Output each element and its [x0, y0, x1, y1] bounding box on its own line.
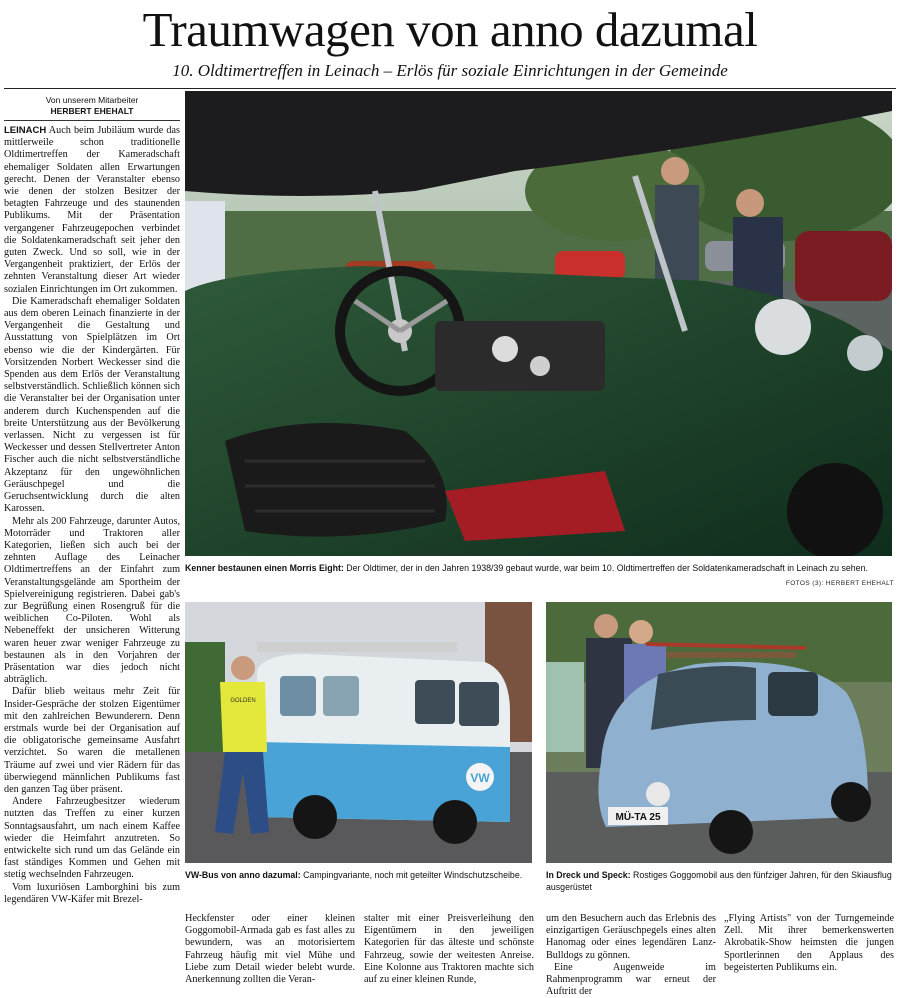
caption-lead: Kenner bestaunen einen Morris Eight:	[185, 563, 344, 573]
photo-credit: FOTOS (3): HERBERT EHEHALT	[785, 580, 894, 587]
goggo-plate: MÜ-TA 25	[615, 812, 661, 823]
paragraph-text: Auch beim Jubiläum wurde das mittlerweile schon traditionelle Oldtimertreffen der Kameradschaft ehemaliger Soldaten allen Erwartungen gerecht. Denen der Veranstalter ebenso wie denen der stolzen Besitzer der betagten Fahrzeuge und des staunenden Publikums. Mit der Präsentation vergangener Fahrzeugepochen verbindet die Soldatenkameradschaft seit jeher den guten Zweck. Und so soll, wie in der Vergangenheit praktiziert, der Erlös der zehnten Veranstaltung dieser Art wieder sozialen Einrichtungen im Ort zukommen.	[4, 125, 180, 295]
caption-main	[185, 563, 892, 575]
caption-vw	[185, 870, 532, 882]
article-column-1	[4, 125, 180, 998]
paragraph: Die Kameradschaft ehemaliger Soldaten aus dem oberen Leinach finanzierte in der Vergangenheit die Gestaltung und Ausstattung von Spielplätzen im Ort ebenso wie die der Kindergärten. Für Vorsitzenden Norbert Weckesser sind die Spenden aus dem Erlös der Veranstaltung selbstverständlich. Schließlich können sich die Veranstalter bei der Organisation unter anderem durch Kuchenspenden auf die breite Unterstützung aus der Bevölkerung verlassen. Nicht zu vergessen ist für Weckesser und dessen Stellvertreter Anton Fischer auch die nicht selbstverständliche Akzeptanz für den ungewöhnlichen Geräuschpegel und die Geruchsentwicklung durch die alten Karossen.	[4, 295, 180, 515]
article-column-5	[724, 913, 894, 998]
article-column-3	[364, 913, 534, 998]
dateline: LEINACH	[4, 125, 47, 136]
headline-rule	[4, 88, 896, 89]
caption-text: Der Oldtimer, der in den Jahren 1938/39 gebaut wurde, war beim 10. Oldtimertreffen der Soldatenkameradschaft in Leinach zu sehen.	[343, 563, 868, 573]
paragraph: Mehr als 200 Fahrzeuge, darunter Autos, Motorräder und Traktoren aller Kategorien, ließen sich auch bei der zehnten Auflage des Leinacher Oldtimertreffens an der Einfahrt zum Veranstaltungsgelände am Sportheim der Spielvereinigung registrieren. Dabei gab's zur Begrüßung einen Rosengruß für die weiblichen Co-Piloten. Wohl als Nebeneffekt der unsicheren Witterung waren heuer zwar weniger Fahrzeuge zu bestaunen als in den Vorjahren der Präsentation war dies jedoch nicht abträglich.	[4, 515, 180, 686]
photo-goggomobil	[546, 602, 892, 863]
headline: Traumwagen von anno dazumal	[142, 2, 758, 57]
morris-eight-illustration	[185, 91, 892, 556]
caption-text: Campingvariante, noch mit geteilter Windschutzscheibe.	[300, 870, 523, 880]
article-column-4	[546, 913, 716, 998]
paragraph: Vom luxuriösen Lamborghini bis zum legendären VW-Käfer mit Brezel-	[4, 881, 180, 905]
article-column-2	[185, 913, 355, 998]
byline	[4, 95, 180, 117]
caption-lead: In Dreck und Speck:	[546, 870, 631, 880]
paragraph: stalter mit einer Preisverleihung den Eigentümern in den jeweiligen Kategorien für das älteste und schönste Fahrzeug, sowie der weitesten Anreise. Eine Kolonne aus Traktoren machte sich auf zu einer kleinen Runde,	[364, 913, 534, 986]
subheadline: 10. Oldtimertreffen in Leinach – Erlös für soziale Einrichtungen in der Gemeinde	[172, 61, 728, 80]
goggomobil-illustration	[546, 602, 892, 863]
byline-author: HERBERT EHEHALT	[50, 106, 134, 116]
paragraph: Dafür blieb weitaus mehr Zeit für Insider-Gespräche der stolzen Eigentümer mit den zahlreichen Bewunderern. Denn erstmals wurde bei der Organisation auf die obligatorische gemeinsame Ausfahrt verzichtet. So waren die metallenen Träume auf zwei und vier Rädern für das überwiegend männlichen Publikums fast den ganzen Tag über präsent.	[4, 686, 180, 795]
vest-label: GOLDEN	[230, 698, 256, 704]
photo-vw-bus	[185, 602, 532, 863]
vw-bus-illustration	[185, 602, 532, 863]
paragraph: Heckfenster oder einer kleinen Goggomobil-Armada gab es fast alles zu bewundern, was an motorisiertem Fahrzeug häufig mit viel Mühe und Liebe zum Detail wieder belebt wurde. Anerkennung zollten die Veran-	[185, 913, 355, 986]
paragraph: Eine Augenweide im Rahmenprogramm war erneut der Auftritt der	[546, 961, 716, 998]
photo-morris-eight	[185, 91, 892, 556]
byline-rule	[4, 120, 180, 121]
paragraph: Andere Fahrzeugbesitzer wiederum nutzten das Treffen zu einer kurzen Sonntagsausfahrt, um nach einem Kaffee wieder die Heimfahrt anzutreten. So entwickelte sich rund um das Gelände ein fast ständiges Kommen und Gehen mit stetig wechselnden Fahrzeugen.	[4, 796, 180, 881]
byline-label: Von unserem Mitarbeiter	[45, 95, 139, 105]
vw-logo: VW	[470, 771, 490, 785]
caption-text: Rostiges Goggomobil aus den fünfziger Jahren, für den Skiausflug ausgerüstet	[546, 870, 892, 892]
paragraph: um den Besuchern auch das Erlebnis des einzigartigen Geräuschpegels eines alten Hanomag oder eines legendären Lanz-Bulldogs zu gönnen.	[546, 913, 716, 961]
paragraph: „Flying Artists" von der Turngemeinde Zell. Mit ihrer bemerkenswerten Akrobatik-Show heimsten die jungen Sportlerinnen den Applaus des begeisterten Publikums ein.	[724, 913, 894, 973]
caption-goggo	[546, 870, 892, 893]
paragraph	[4, 125, 180, 296]
caption-lead: VW-Bus von anno dazumal:	[185, 870, 301, 880]
